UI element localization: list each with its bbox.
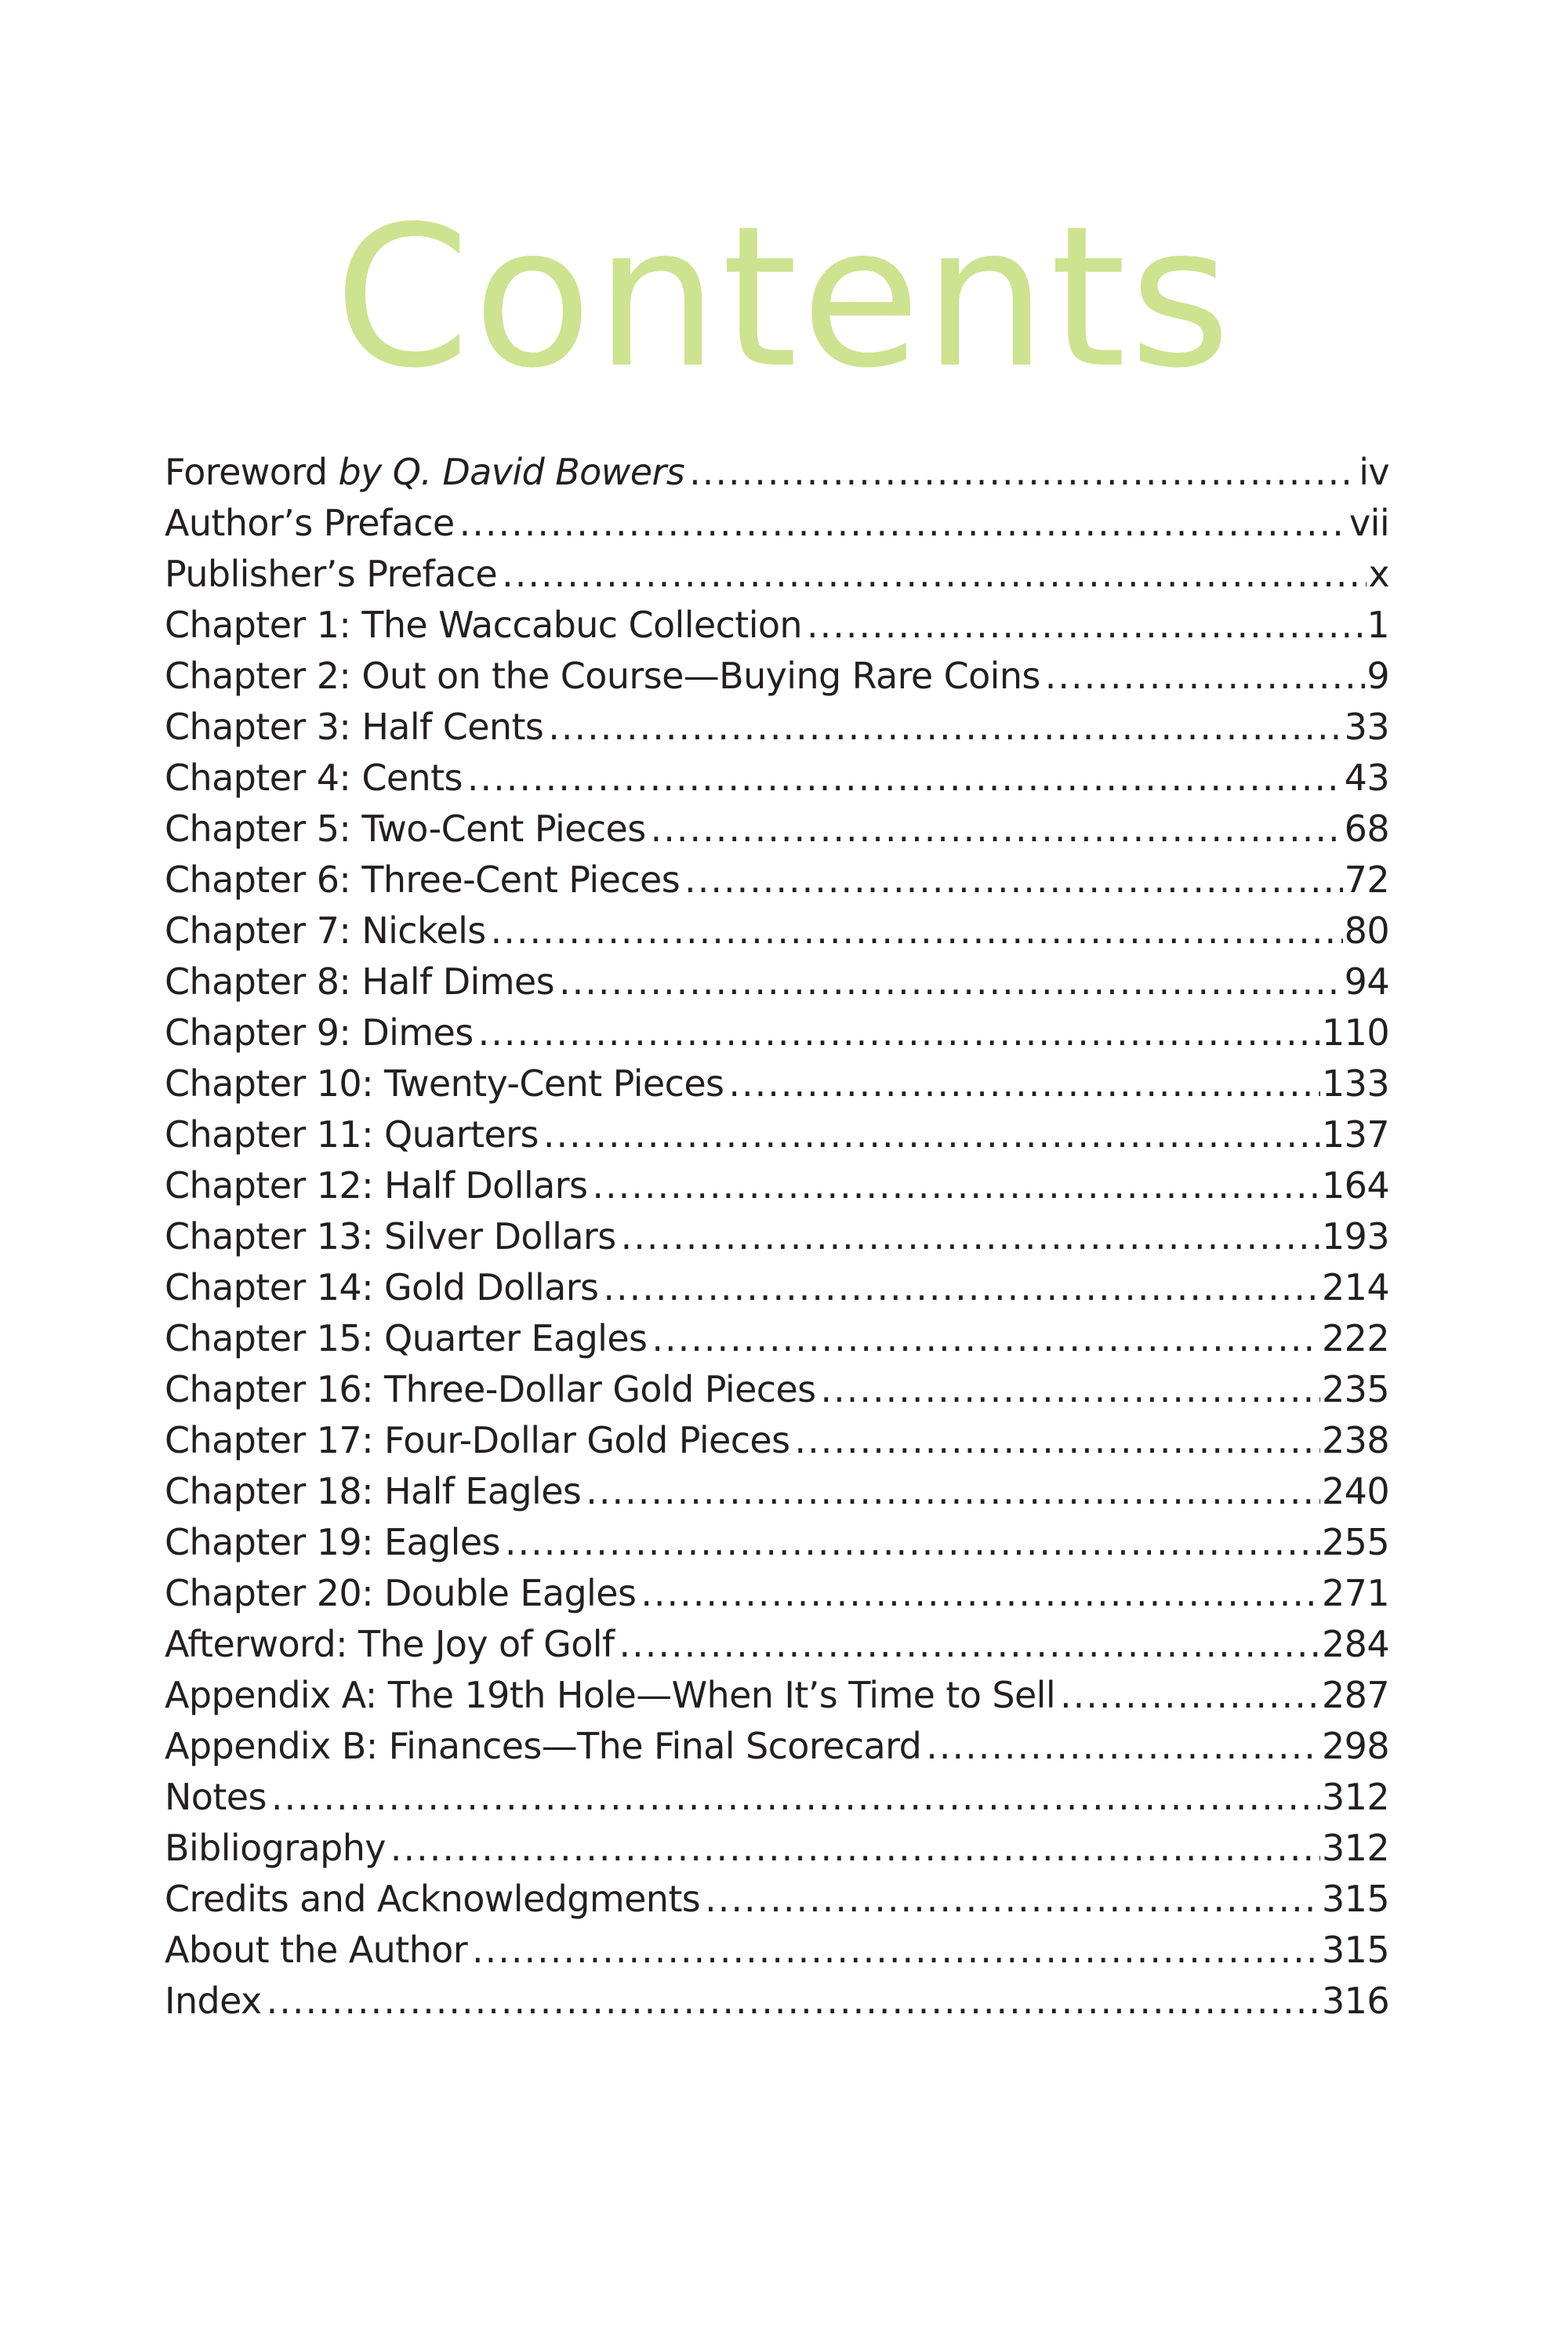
toc-entry-label: Chapter 10: Twenty-Cent Pieces: [165, 1062, 724, 1105]
toc-dot-leader: [926, 1721, 1320, 1772]
toc-dot-leader: [621, 1211, 1320, 1262]
toc-page-number: vii: [1349, 502, 1389, 544]
toc-entry-chapter-16: [165, 1364, 1389, 1415]
toc-dot-leader: [592, 1160, 1320, 1211]
toc-entry-chapter-19: [165, 1517, 1389, 1568]
toc-entry-label: Appendix A: The 19th Hole—When It’s Time to Sell: [165, 1674, 1056, 1716]
toc-page-number: iv: [1359, 451, 1389, 493]
toc-page-number: 238: [1322, 1419, 1389, 1461]
toc-dot-leader: [267, 1976, 1320, 2027]
toc-page-number: 68: [1344, 808, 1389, 850]
toc-page-number: 271: [1322, 1572, 1389, 1614]
toc-entry-label: Chapter 4: Cents: [165, 757, 463, 799]
toc-dot-leader: [548, 702, 1342, 753]
toc-dot-leader: [705, 1874, 1320, 1925]
toc-entry-label: Chapter 12: Half Dollars: [165, 1164, 588, 1207]
toc-entry-label: Chapter 2: Out on the Course—Buying Rare Coins: [165, 655, 1040, 697]
toc-entry-publishers-preface: [165, 549, 1389, 600]
toc-page-number: 137: [1322, 1113, 1389, 1156]
toc-entry-label: Chapter 14: Gold Dollars: [165, 1266, 599, 1308]
toc-dot-leader: [689, 447, 1357, 498]
toc-dot-leader: [586, 1466, 1320, 1517]
toc-entry-afterword: [165, 1619, 1389, 1670]
toc-dot-leader: [652, 1313, 1320, 1364]
toc-page-number: 298: [1322, 1725, 1389, 1767]
toc-page-number: 9: [1367, 655, 1389, 697]
toc-entry-chapter-5: [165, 804, 1389, 855]
toc-page-number: 287: [1322, 1674, 1389, 1716]
toc-entry-label: Chapter 15: Quarter Eagles: [165, 1317, 648, 1359]
toc-dot-leader: [821, 1364, 1320, 1415]
toc-page-number: 110: [1322, 1011, 1389, 1054]
toc-entry-chapter-18: [165, 1466, 1389, 1517]
toc-dot-leader: [543, 1109, 1320, 1160]
page-title: Contents: [334, 185, 1234, 411]
toc-dot-leader: [502, 549, 1367, 600]
toc-page-number: 315: [1322, 1878, 1389, 1920]
toc-page-number: 164: [1322, 1164, 1389, 1207]
toc-entry-chapter-10: [165, 1058, 1389, 1109]
toc-page-number: 284: [1322, 1623, 1389, 1665]
toc-dot-leader: [1060, 1670, 1320, 1721]
toc-entry-index: [165, 1976, 1389, 2027]
toc-entry-label: Chapter 18: Half Eagles: [165, 1470, 582, 1512]
toc-page-number: 312: [1322, 1827, 1389, 1869]
toc-dot-leader: [807, 600, 1365, 651]
toc-entry-chapter-14: [165, 1262, 1389, 1313]
toc-entry-label: Bibliography: [165, 1827, 386, 1869]
toc-entry-bibliography: [165, 1823, 1389, 1874]
toc-dot-leader: [603, 1262, 1320, 1313]
toc-entry-label: Chapter 7: Nickels: [165, 909, 486, 952]
toc-dot-leader: [505, 1517, 1320, 1568]
toc-entry-chapter-7: [165, 906, 1389, 956]
toc-entry-label: Appendix B: Finances—The Final Scorecard: [165, 1725, 922, 1767]
toc-page-number: 222: [1322, 1317, 1389, 1359]
toc-entry-label: Publisher’s Preface: [165, 553, 498, 595]
toc-page-number: x: [1368, 553, 1389, 595]
toc-entry-label: Chapter 19: Eagles: [165, 1521, 500, 1563]
toc-entry-label: Chapter 6: Three-Cent Pieces: [165, 858, 681, 901]
toc-entry-chapter-11: [165, 1109, 1389, 1160]
toc-page-number: 316: [1322, 1980, 1389, 2022]
toc-dot-leader: [794, 1415, 1320, 1466]
toc-page-number: 33: [1344, 706, 1389, 748]
toc-page-number: 193: [1322, 1215, 1389, 1258]
toc-entry-notes: [165, 1772, 1389, 1823]
toc-entry-chapter-6: [165, 855, 1389, 906]
toc-entry-label: About the Author: [165, 1929, 468, 1971]
toc-dot-leader: [651, 804, 1343, 855]
toc-entry-label: [165, 447, 684, 498]
toc-page-number: 72: [1344, 858, 1389, 901]
toc-entry-appendix-b: [165, 1721, 1389, 1772]
toc-entry-foreword: [165, 447, 1389, 498]
toc-entry-label: Notes: [165, 1776, 267, 1818]
toc-dot-leader: [459, 498, 1348, 549]
toc-entry-chapter-17: [165, 1415, 1389, 1466]
toc-entry-credits: [165, 1874, 1389, 1925]
toc-entry-label: Chapter 1: The Waccabuc Collection: [165, 604, 802, 646]
toc-entry-label: Chapter 5: Two-Cent Pieces: [165, 808, 646, 850]
table-of-contents: [165, 447, 1389, 2027]
toc-dot-leader: [684, 855, 1343, 906]
toc-dot-leader: [478, 1007, 1320, 1058]
toc-entry-authors-preface: [165, 498, 1389, 549]
toc-dot-leader: [467, 753, 1343, 804]
toc-entry-label: Index: [165, 1980, 262, 2022]
toc-entry-appendix-a: [165, 1670, 1389, 1721]
toc-entry-chapter-2: [165, 651, 1389, 702]
toc-entry-label: Chapter 3: Half Cents: [165, 706, 544, 748]
toc-page-number: 94: [1344, 960, 1389, 1003]
toc-entry-label: Author’s Preface: [165, 502, 455, 544]
toc-dot-leader: [619, 1619, 1320, 1670]
toc-entry-chapter-15: [165, 1313, 1389, 1364]
toc-entry-label: Chapter 11: Quarters: [165, 1113, 539, 1156]
toc-page-number: 312: [1322, 1776, 1389, 1818]
toc-dot-leader: [1045, 651, 1366, 702]
toc-page-number: 80: [1344, 909, 1389, 952]
toc-entry-label: Chapter 16: Three-Dollar Gold Pieces: [165, 1368, 816, 1410]
toc-entry-label: Chapter 13: Silver Dollars: [165, 1215, 616, 1258]
toc-page-number: 235: [1322, 1368, 1389, 1410]
toc-entry-label: Credits and Acknowledgments: [165, 1878, 701, 1920]
toc-entry-label: Chapter 9: Dimes: [165, 1011, 474, 1054]
toc-dot-leader: [491, 906, 1343, 956]
toc-entry-label: Afterword: The Joy of Golf: [165, 1623, 615, 1665]
toc-entry-chapter-9: [165, 1007, 1389, 1058]
toc-entry-chapter-1: [165, 600, 1389, 651]
toc-entry-chapter-4: [165, 753, 1389, 804]
toc-entry-about-the-author: [165, 1925, 1389, 1976]
toc-dot-leader: [559, 956, 1343, 1007]
toc-entry-label: Chapter 20: Double Eagles: [165, 1572, 637, 1614]
toc-page-number: 43: [1344, 757, 1389, 799]
toc-entry-label: Chapter 17: Four-Dollar Gold Pieces: [165, 1419, 790, 1461]
toc-dot-leader: [271, 1772, 1320, 1823]
toc-dot-leader: [728, 1058, 1320, 1109]
toc-page-number: 1: [1367, 604, 1389, 646]
toc-page-number: 315: [1322, 1929, 1389, 1971]
toc-entry-chapter-13: [165, 1211, 1389, 1262]
toc-page-number: 133: [1322, 1062, 1389, 1105]
toc-entry-label: Chapter 8: Half Dimes: [165, 960, 554, 1003]
toc-entry-label-text: Foreword: [165, 451, 339, 493]
toc-dot-leader: [472, 1925, 1320, 1976]
toc-page-number: 214: [1322, 1266, 1389, 1308]
toc-dot-leader: [641, 1568, 1320, 1619]
toc-entry-chapter-20: [165, 1568, 1389, 1619]
toc-page-number: 240: [1322, 1470, 1389, 1512]
toc-entry-chapter-8: [165, 956, 1389, 1007]
toc-entry-label-italic: by Q. David Bowers: [338, 451, 685, 493]
toc-entry-chapter-12: [165, 1160, 1389, 1211]
toc-entry-chapter-3: [165, 702, 1389, 753]
toc-page-number: 255: [1322, 1521, 1389, 1563]
toc-dot-leader: [390, 1823, 1320, 1874]
